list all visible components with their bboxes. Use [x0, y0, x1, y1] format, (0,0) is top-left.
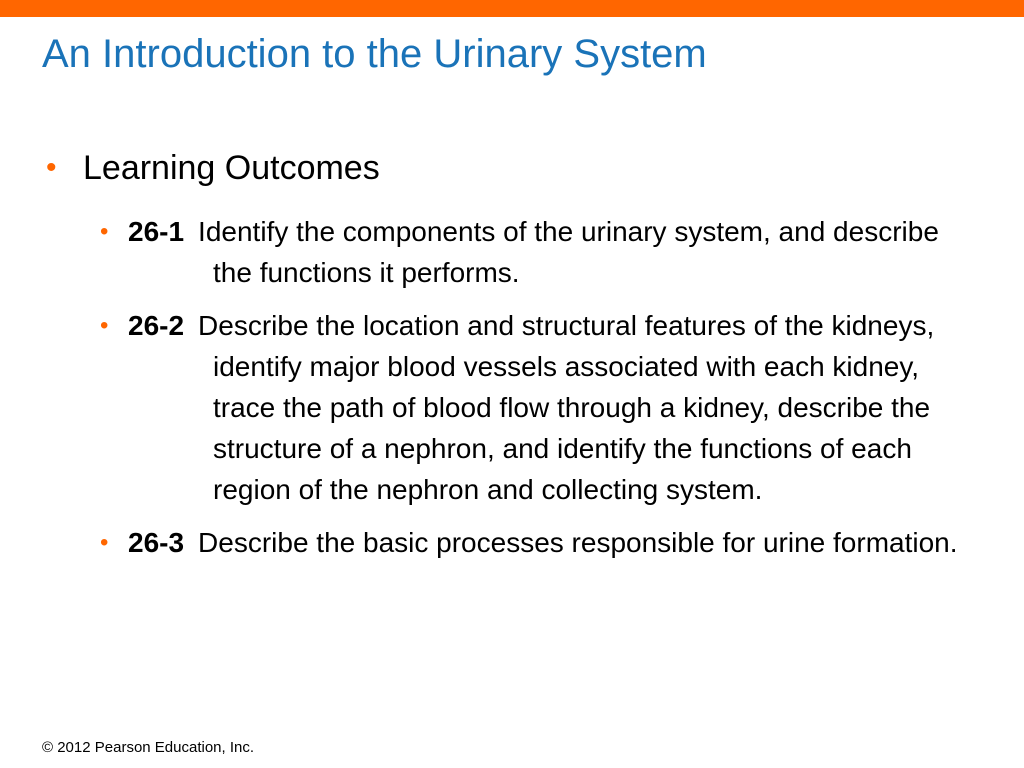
outcome-text: Identify the components of the urinary system, and describe the functions it performs. — [198, 216, 939, 288]
bullet-icon: • — [46, 151, 57, 184]
slide-title: An Introduction to the Urinary System — [42, 32, 707, 76]
outcome-item-26-2 — [95, 305, 975, 510]
outcome-code: 26-3 — [128, 527, 185, 558]
copyright-footer: © 2012 Pearson Education, Inc. — [42, 739, 255, 756]
bullet-icon: • — [100, 218, 109, 245]
top-accent-bar — [0, 0, 1024, 17]
heading-label: Learning Outcomes — [83, 149, 380, 187]
outcome-text: Describe the basic processes responsible for urine formation. — [198, 527, 958, 558]
outcome-item-26-3 — [95, 522, 975, 563]
outcomes-list — [95, 211, 975, 575]
outcome-text: Describe the location and structural features of the kidneys, identify major blood vessels associated with each kidney, trace the path of blood flow through a kidney, describe the structure of a nephron, and identify the functions of each region of the nephron and collecting system. — [198, 310, 935, 505]
outcome-item-26-1 — [95, 211, 975, 293]
outcome-code: 26-2 — [128, 310, 185, 341]
outcome-code: 26-1 — [128, 216, 185, 247]
bullet-icon: • — [100, 312, 109, 339]
bullet-icon: • — [100, 529, 109, 556]
